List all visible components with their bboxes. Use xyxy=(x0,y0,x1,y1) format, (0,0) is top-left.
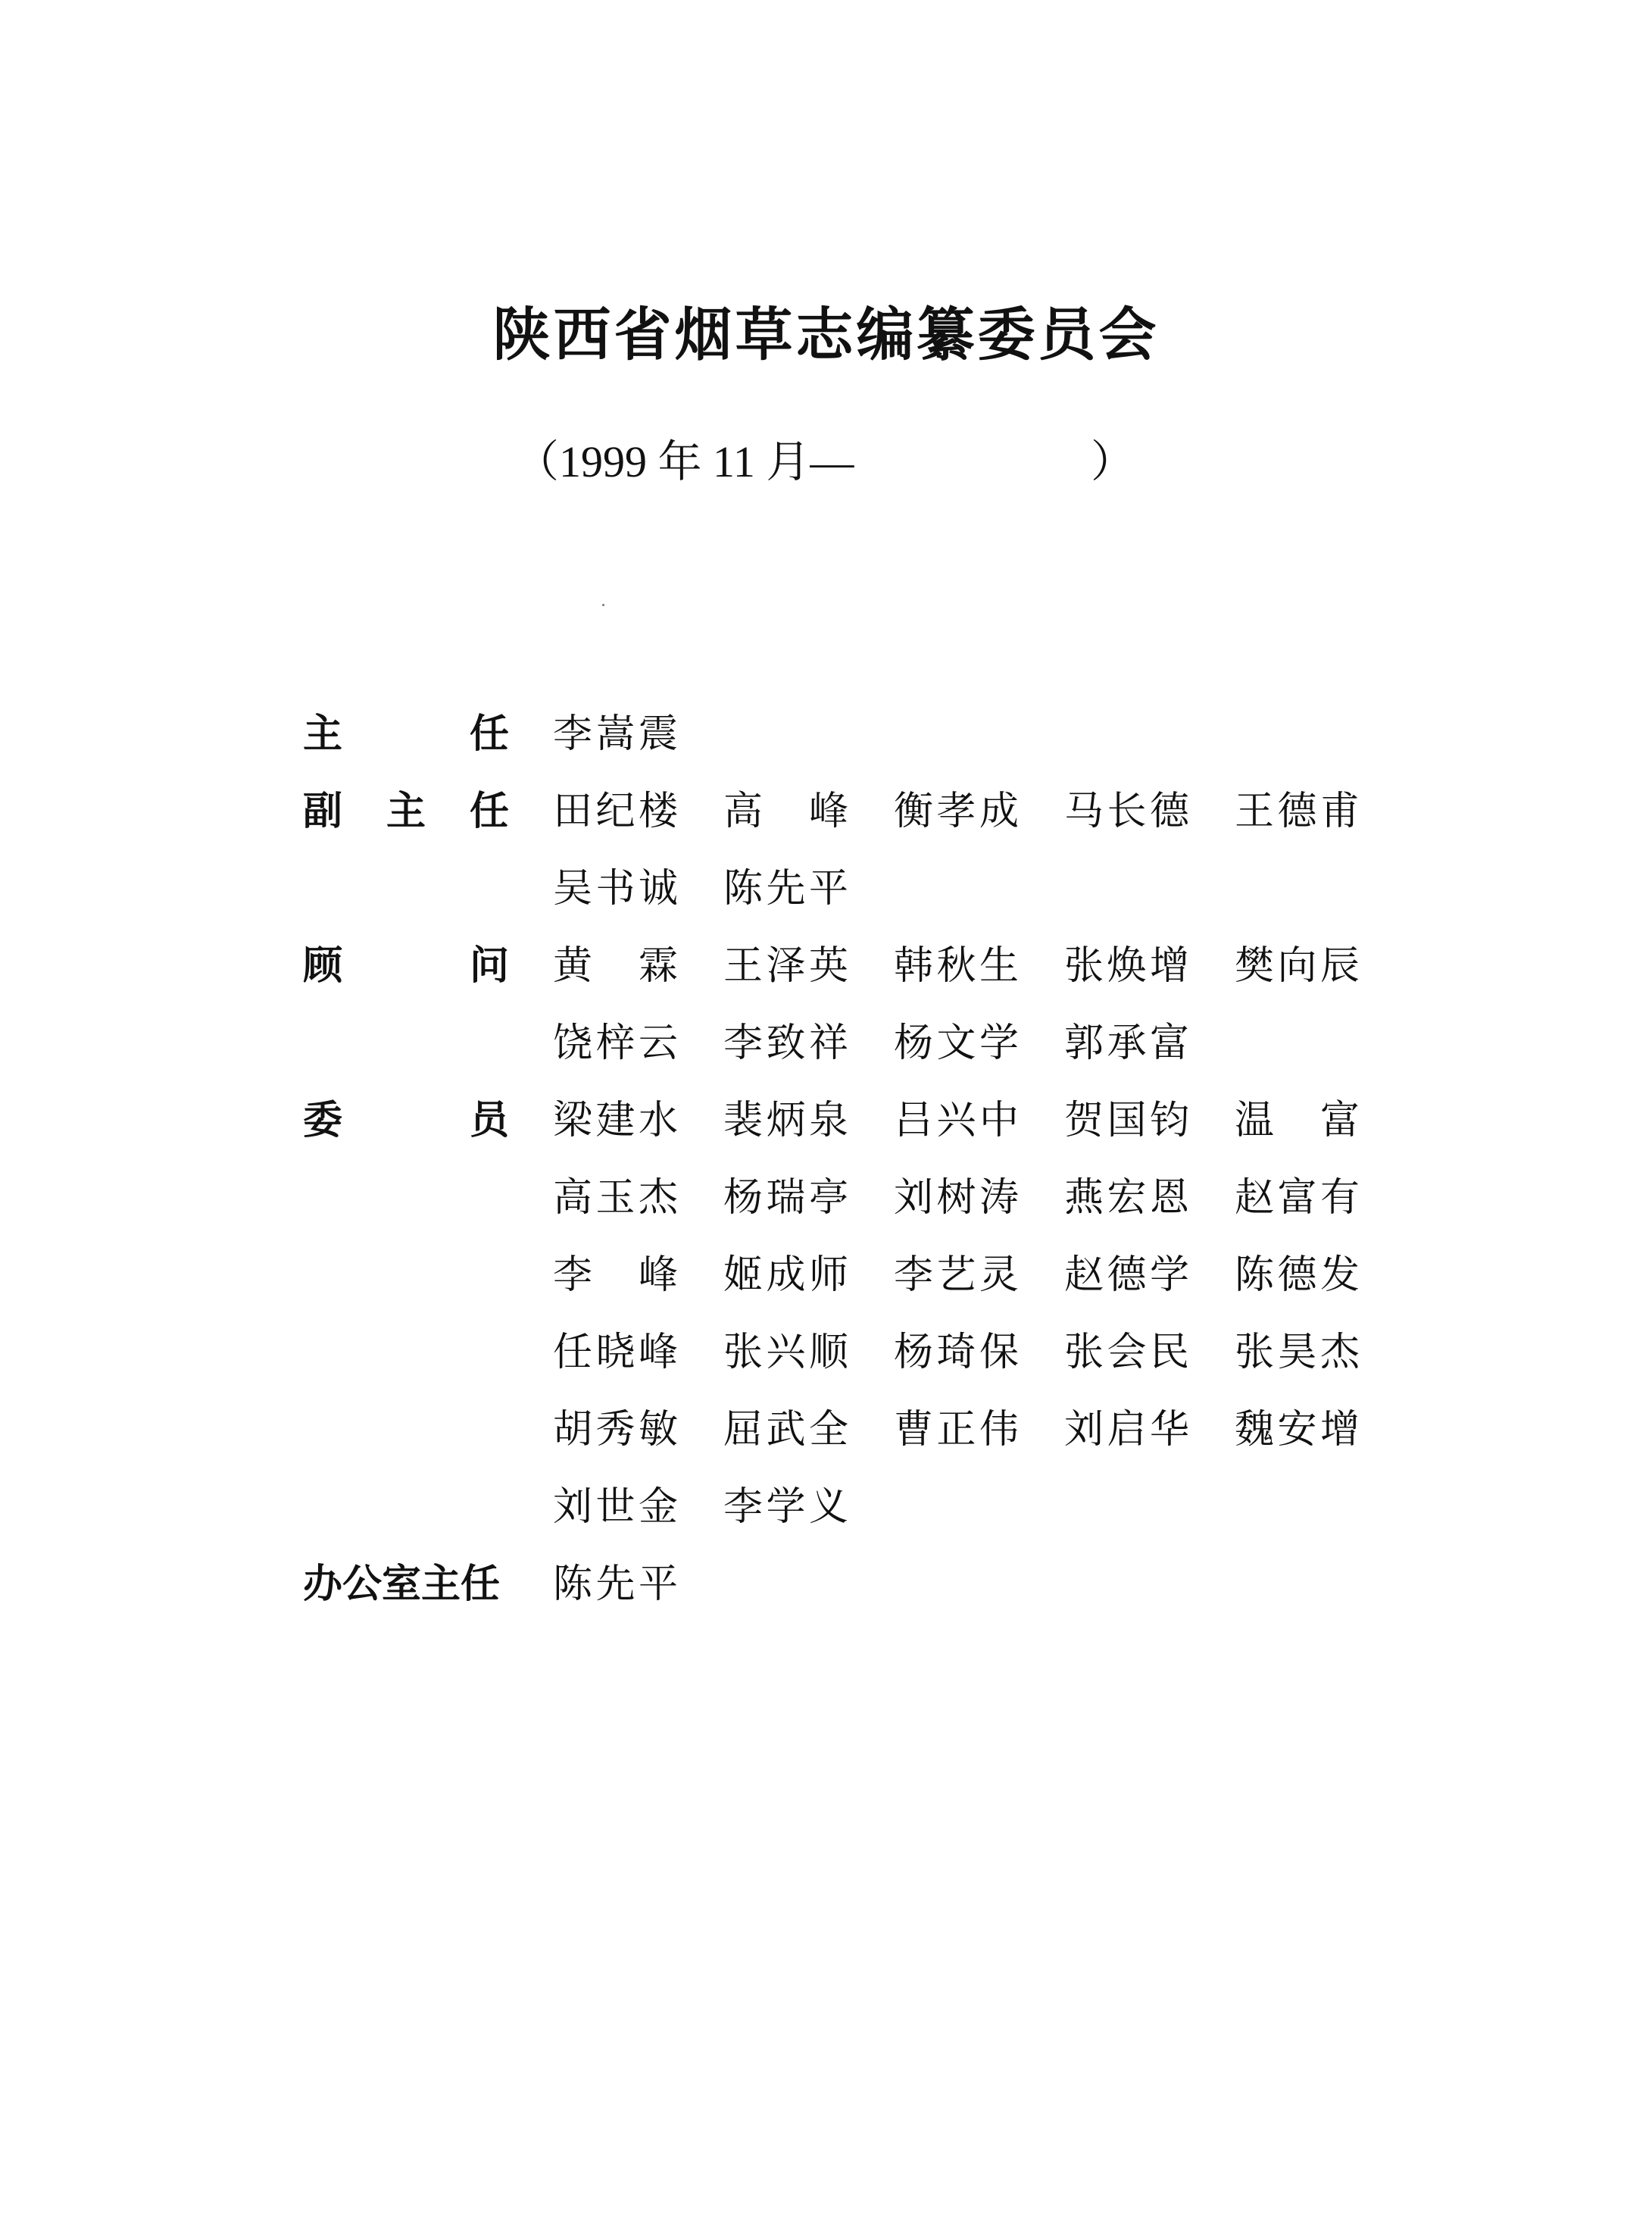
member-name: 魏安增 xyxy=(1235,1407,1360,1452)
roster-row xyxy=(303,927,1379,1005)
member-name: 马长德 xyxy=(1064,789,1189,834)
roster-row xyxy=(303,1468,1379,1546)
member-name: 郭承富 xyxy=(1064,1021,1189,1066)
member-name: 张昊杰 xyxy=(1235,1330,1360,1375)
member-name: 刘世金 xyxy=(553,1484,678,1530)
role-label xyxy=(303,1005,509,1082)
member-name: 张焕增 xyxy=(1064,943,1189,989)
role-label xyxy=(303,1468,509,1546)
date-range-close: ） xyxy=(1091,437,1135,486)
roster-row xyxy=(303,1314,1379,1391)
page-title: 陕西省烟草志编纂委员会 xyxy=(492,301,1160,368)
role-label xyxy=(303,1314,509,1391)
member-name: 梁建水 xyxy=(553,1098,678,1143)
member-name: 杨瑞亭 xyxy=(723,1175,848,1221)
member-name: 温富 xyxy=(1235,1098,1360,1143)
roster-row xyxy=(303,1546,1379,1623)
member-name: 吴书诚 xyxy=(553,866,678,911)
member-name: 李致祥 xyxy=(723,1021,848,1066)
member-name: 田纪楼 xyxy=(553,789,678,834)
member-name: 张会民 xyxy=(1064,1330,1189,1375)
member-name: 曹正伟 xyxy=(894,1407,1019,1452)
member-name: 裴炳泉 xyxy=(723,1098,848,1143)
roster-row xyxy=(303,1082,1379,1159)
member-name: 李嵩震 xyxy=(553,711,678,757)
role-label: 办公室主任 xyxy=(303,1562,501,1607)
member-name: 陈先平 xyxy=(553,1562,678,1607)
member-name: 李学义 xyxy=(723,1484,848,1530)
role-label: 副主任 xyxy=(303,789,509,834)
member-name: 贺国钧 xyxy=(1064,1098,1189,1143)
member-name: 李艺灵 xyxy=(894,1252,1019,1298)
member-name: 胡秀敏 xyxy=(553,1407,678,1452)
member-name: 王泽英 xyxy=(723,943,848,989)
roster-row xyxy=(303,850,1379,927)
role-label xyxy=(303,850,509,927)
member-name: 王德甫 xyxy=(1235,789,1360,834)
member-name: 高峰 xyxy=(723,789,848,834)
member-name: 吕兴中 xyxy=(894,1098,1019,1143)
roster-row xyxy=(303,773,1379,850)
member-name: 杨琦保 xyxy=(894,1330,1019,1375)
member-name: 任晓峰 xyxy=(553,1330,678,1375)
date-range-start: （1999 年 11 月— xyxy=(515,437,854,486)
roster-row xyxy=(303,1005,1379,1082)
member-name: 赵德学 xyxy=(1064,1252,1189,1298)
role-label xyxy=(303,1159,509,1237)
member-name: 刘启华 xyxy=(1064,1407,1189,1452)
roster-row xyxy=(303,1159,1379,1237)
member-name: 高玉杰 xyxy=(553,1175,678,1221)
member-name: 杨文学 xyxy=(894,1021,1019,1066)
role-label: 委员 xyxy=(303,1098,509,1143)
member-name: 李峰 xyxy=(553,1252,678,1298)
member-name: 刘树涛 xyxy=(894,1175,1019,1221)
role-label xyxy=(303,1391,509,1468)
date-range xyxy=(515,430,1135,494)
scan-speck xyxy=(602,604,604,606)
roster-row xyxy=(303,1237,1379,1314)
member-name: 韩秋生 xyxy=(894,943,1019,989)
committee-roster xyxy=(303,696,1379,1623)
member-name: 张兴顺 xyxy=(723,1330,848,1375)
roster-row xyxy=(303,1391,1379,1468)
member-name: 饶梓云 xyxy=(553,1021,678,1066)
role-label: 主任 xyxy=(303,711,509,757)
role-label xyxy=(303,1237,509,1314)
member-name: 陈先平 xyxy=(723,866,848,911)
member-name: 陈德发 xyxy=(1235,1252,1360,1298)
member-name: 屈武全 xyxy=(723,1407,848,1452)
role-label: 顾问 xyxy=(303,943,509,989)
member-name: 黄霖 xyxy=(553,943,678,989)
member-name: 姬成师 xyxy=(723,1252,848,1298)
member-name: 衡孝成 xyxy=(894,789,1019,834)
member-name: 赵富有 xyxy=(1235,1175,1360,1221)
roster-row xyxy=(303,696,1379,773)
member-name: 樊向辰 xyxy=(1235,943,1360,989)
member-name: 燕宏恩 xyxy=(1064,1175,1189,1221)
